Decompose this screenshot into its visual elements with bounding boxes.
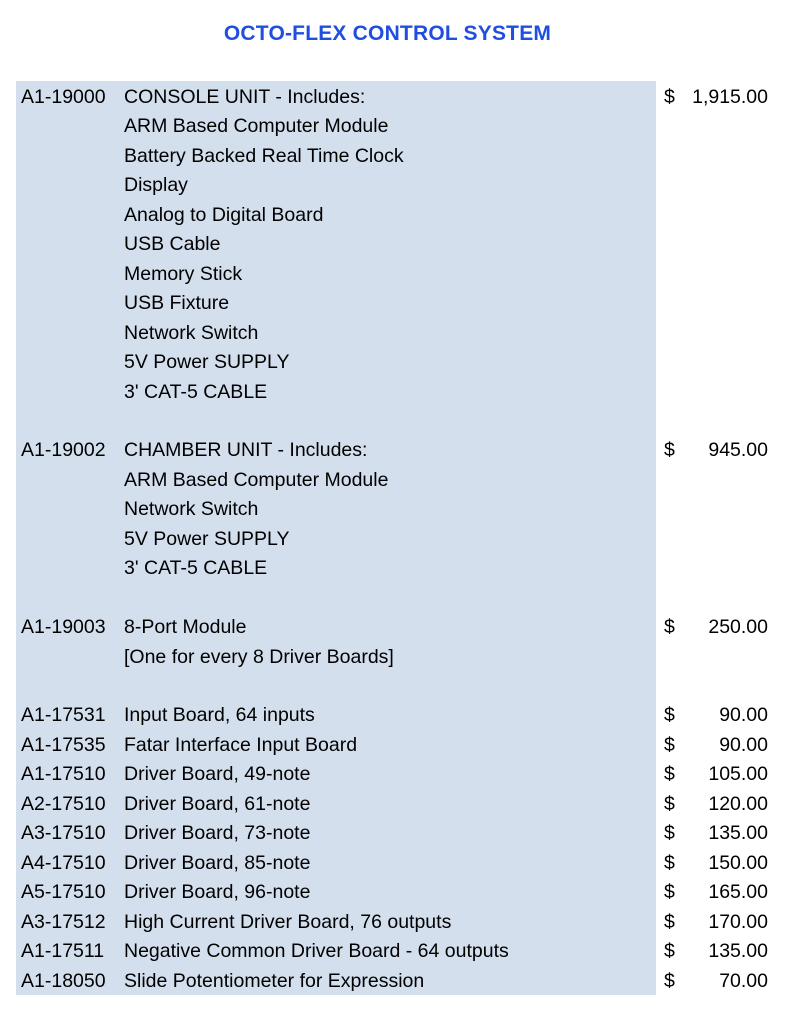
item-description: ARM Based Computer Module [124, 115, 389, 138]
item-price: 945.00 [708, 439, 768, 462]
price-list-row [0, 584, 800, 613]
part-number: A2-17510 [21, 792, 106, 815]
item-description: CHAMBER UNIT - Includes: [124, 439, 368, 462]
price-list-row [0, 260, 800, 289]
price-list-row [0, 289, 800, 318]
price-list-row [0, 201, 800, 230]
item-description: [One for every 8 Driver Boards] [124, 645, 394, 668]
item-price: 135.00 [708, 940, 768, 963]
item-price: 90.00 [719, 704, 768, 727]
price-list-row [0, 142, 800, 171]
price-list-row [0, 701, 800, 730]
part-number: A1-17510 [21, 763, 106, 786]
item-description: Network Switch [124, 321, 259, 344]
item-description: CONSOLE UNIT - Includes: [124, 86, 366, 108]
part-number: A1-19000 [21, 86, 106, 108]
price-list-row [0, 613, 800, 642]
price-list-row [0, 908, 800, 937]
price-list-row [0, 348, 800, 377]
currency-symbol: $ [664, 86, 675, 108]
price-list-row [0, 466, 800, 495]
price-list-row [0, 731, 800, 760]
currency-symbol: $ [664, 881, 675, 904]
currency-symbol: $ [664, 792, 675, 815]
item-description: Network Switch [124, 498, 259, 521]
item-description: Memory Stick [124, 262, 243, 285]
item-description: Driver Board, 85-note [124, 851, 311, 874]
price-list-row [0, 937, 800, 966]
currency-symbol: $ [664, 822, 675, 845]
item-description: Negative Common Driver Board - 64 outputs [124, 940, 509, 963]
price-list-row [0, 171, 800, 200]
item-price: 250.00 [708, 616, 768, 639]
currency-symbol: $ [664, 763, 675, 786]
currency-symbol: $ [664, 910, 675, 933]
item-description: Driver Board, 73-note [124, 822, 311, 845]
item-description: Driver Board, 61-note [124, 792, 311, 815]
part-number: A5-17510 [21, 881, 106, 904]
item-price: 1,915.00 [692, 86, 768, 108]
part-number: A3-17510 [21, 822, 106, 845]
price-list-row [0, 790, 800, 819]
price-list-row [0, 319, 800, 348]
part-number: A3-17512 [21, 910, 106, 933]
price-list-row [0, 230, 800, 259]
item-description: Driver Board, 49-note [124, 763, 311, 786]
item-description: 5V Power SUPPLY [124, 351, 290, 374]
item-price: 135.00 [708, 822, 768, 845]
price-list-row [0, 672, 800, 701]
currency-symbol: $ [664, 704, 675, 727]
part-number: A1-18050 [21, 969, 106, 992]
item-price: 170.00 [708, 910, 768, 933]
item-description: 3' CAT-5 CABLE [124, 557, 268, 580]
currency-symbol: $ [664, 851, 675, 874]
currency-symbol: $ [664, 940, 675, 963]
item-description: Battery Backed Real Time Clock [124, 144, 404, 167]
part-number: A1-17535 [21, 733, 106, 756]
price-list-row [0, 849, 800, 878]
price-list-row [0, 525, 800, 554]
part-number: A1-17511 [21, 940, 105, 963]
item-description: USB Cable [124, 233, 221, 256]
item-description: Display [124, 174, 188, 197]
item-description: ARM Based Computer Module [124, 468, 389, 491]
item-price: 105.00 [708, 763, 768, 786]
item-price: 90.00 [719, 733, 768, 756]
item-description: Driver Board, 96-note [124, 881, 311, 904]
item-description: USB Fixture [124, 292, 230, 315]
currency-symbol: $ [664, 616, 675, 639]
price-list-row [0, 495, 800, 524]
price-list-row [0, 760, 800, 789]
currency-symbol: $ [664, 733, 675, 756]
item-price: 165.00 [708, 881, 768, 904]
item-description: Fatar Interface Input Board [124, 733, 358, 756]
item-description: High Current Driver Board, 76 outputs [124, 910, 452, 933]
item-price: 70.00 [719, 969, 768, 992]
price-list-row [0, 643, 800, 672]
price-list-row [0, 83, 800, 112]
price-list-row [0, 436, 800, 465]
part-number: A1-19003 [21, 616, 106, 639]
price-list-row [0, 407, 800, 436]
price-list-row [0, 112, 800, 141]
item-description: 3' CAT-5 CABLE [124, 380, 268, 403]
item-description: Analog to Digital Board [124, 203, 324, 226]
part-number: A4-17510 [21, 851, 106, 874]
item-price: 120.00 [708, 792, 768, 815]
item-price: 150.00 [708, 851, 768, 874]
item-description: Slide Potentiometer for Expression [124, 969, 425, 992]
price-list-row [0, 554, 800, 583]
price-list-row [0, 878, 800, 907]
item-description: Input Board, 64 inputs [124, 704, 315, 727]
part-number: A1-17531 [21, 704, 106, 727]
price-list-row [0, 378, 800, 407]
price-list-row [0, 967, 800, 996]
item-description: 8-Port Module [124, 616, 247, 639]
currency-symbol: $ [664, 439, 675, 462]
item-description: 5V Power SUPPLY [124, 527, 290, 550]
price-list-row [0, 819, 800, 848]
currency-symbol: $ [664, 969, 675, 992]
page-title: OCTO-FLEX CONTROL SYSTEM [223, 22, 552, 45]
part-number: A1-19002 [21, 439, 106, 462]
